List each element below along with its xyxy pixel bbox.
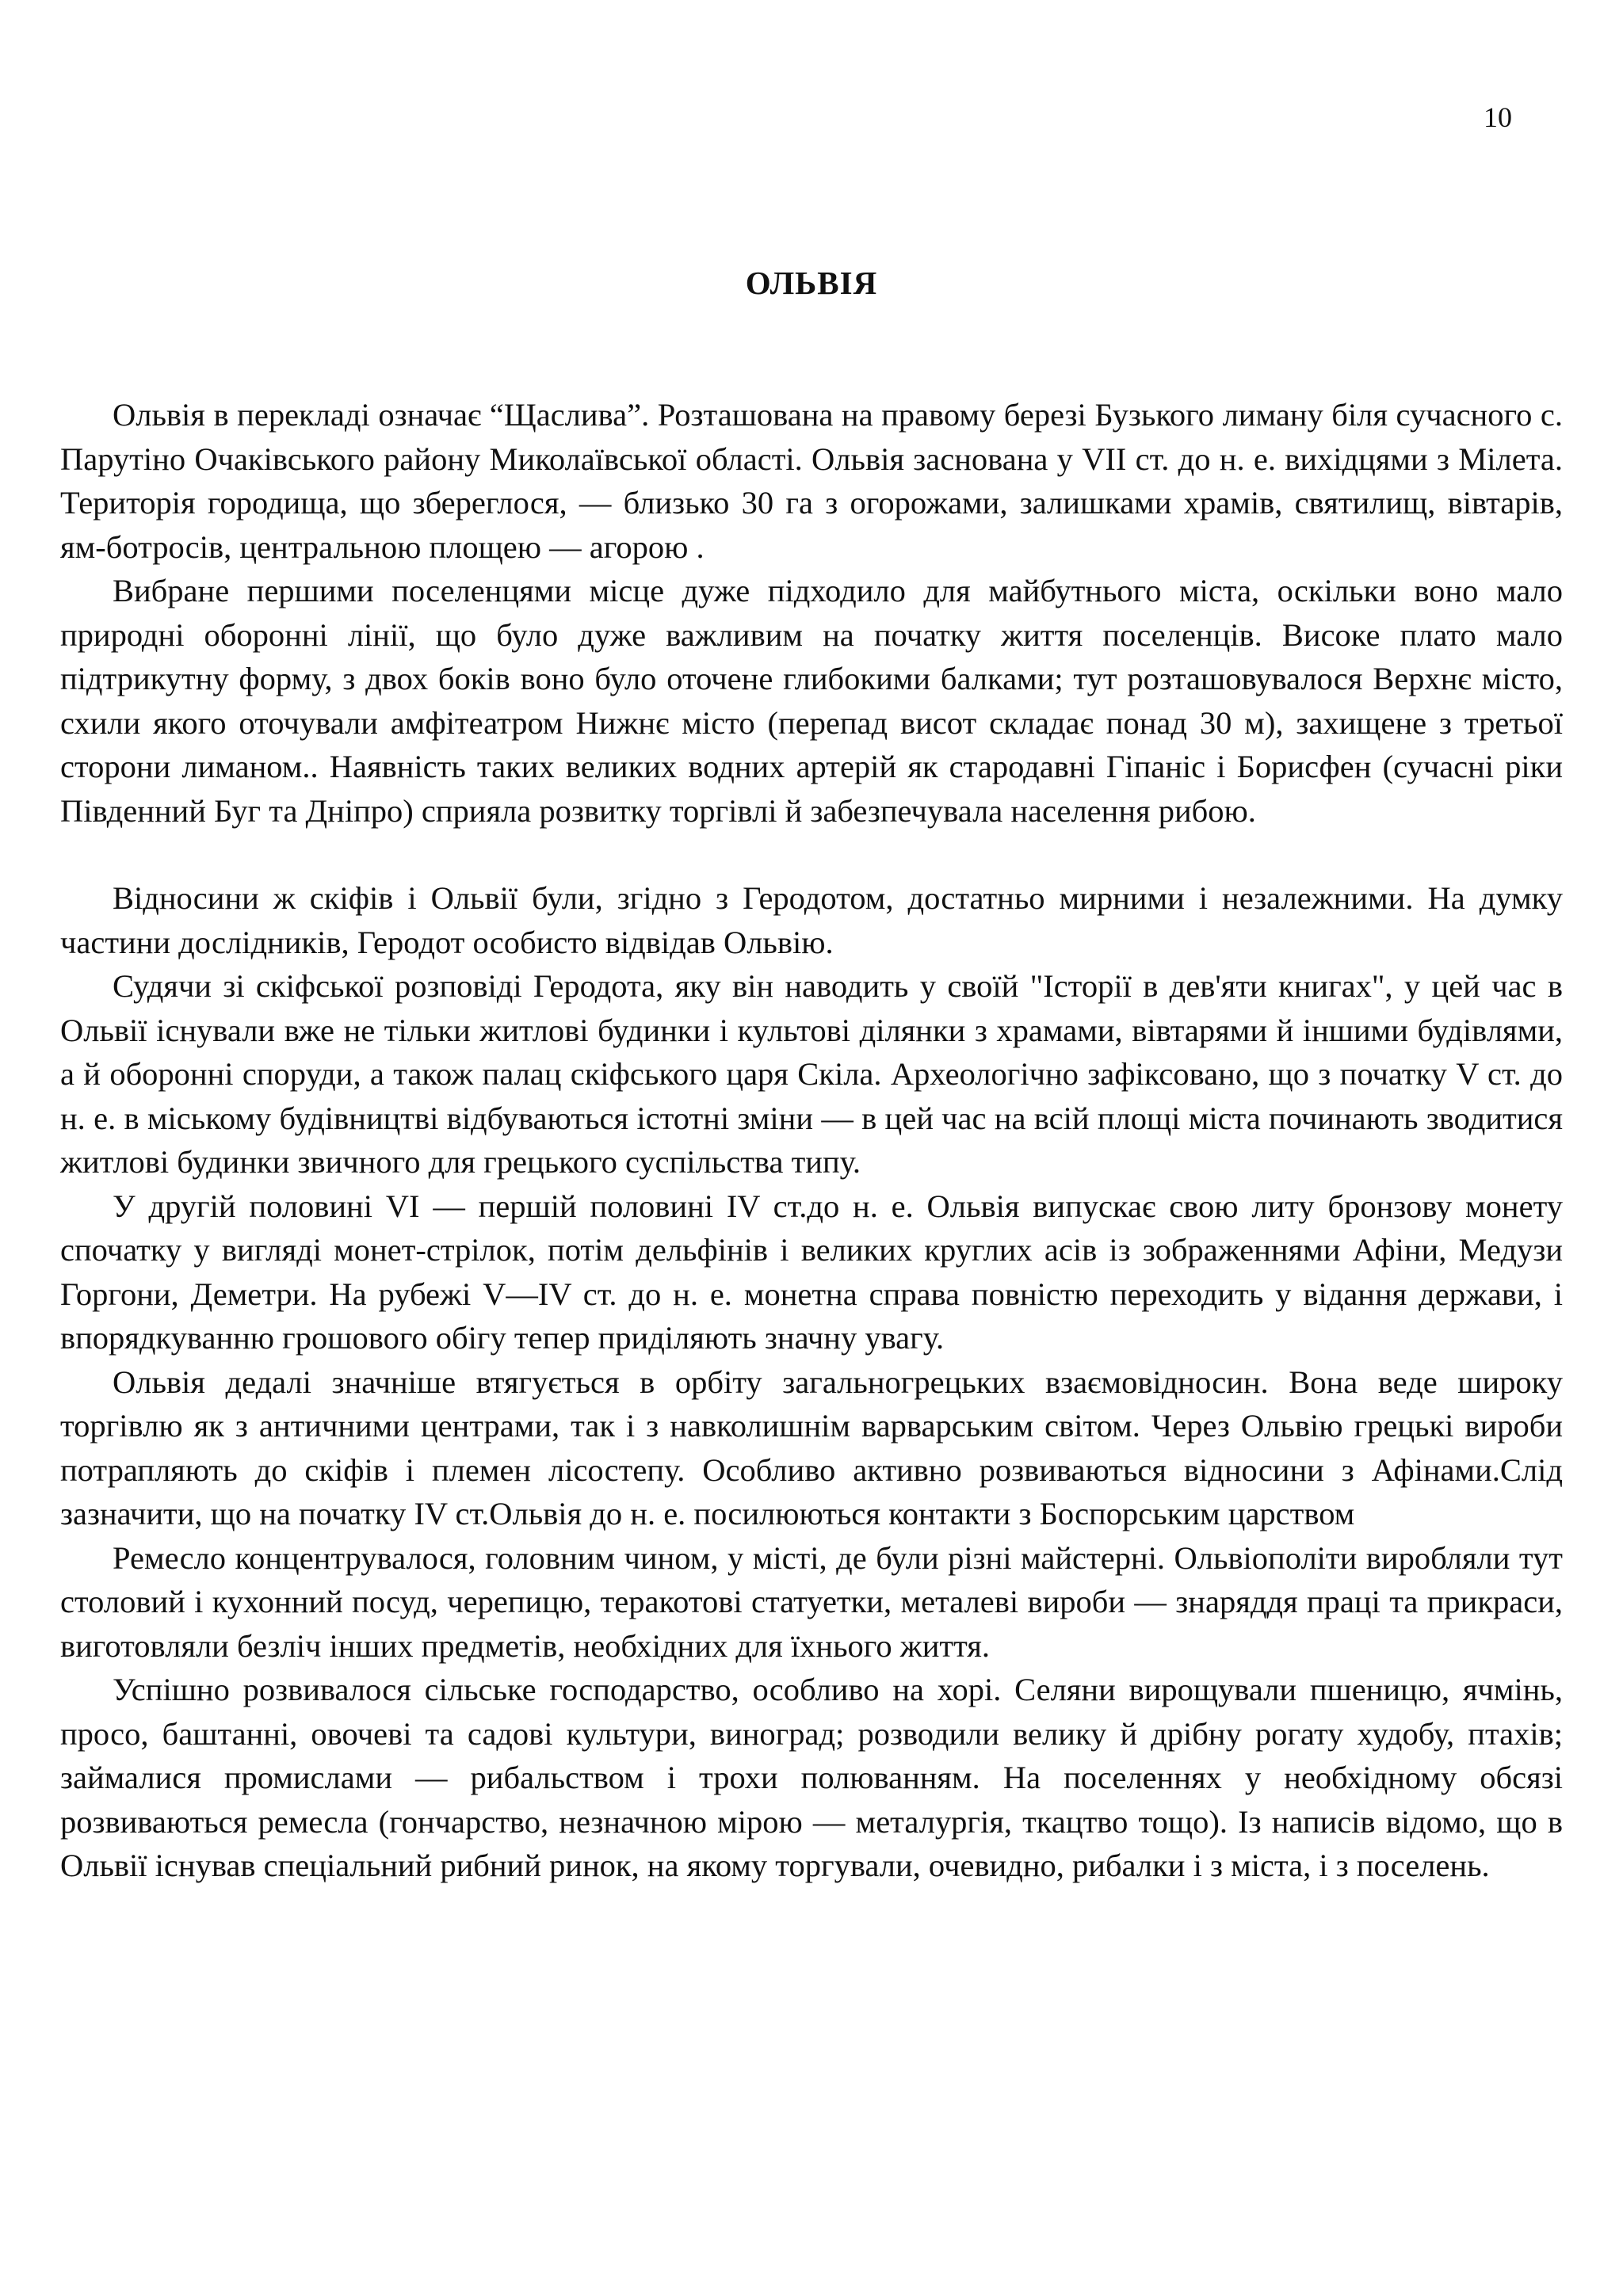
paragraph-4: Судячи зі скіфської розповіді Геродота, яку він наводить у своїй "Історії в дев'яти книгах", у цей час в Ольвії існували вже не тільки житлові будинки і культові ділянки з храмами, вівтарями й іншими будівлями, а й оборонні споруди, а також палац скіфського царя Скіла. Археологічно зафіксовано, що з початку V ст. до н. е. в міському будівництві відбуваються істотні зміни — в цей час на всій площі міста починають зводитися житлові будинки звичного для грецького суспільства типу. <box>60 968 1563 1180</box>
paragraph-2: Вибране першими поселенцями місце дуже підходило для майбутнього міста, оскільки воно мало природні оборонні лінії, що було дуже важливим на початку життя поселенців. Високе плато мало підтрикутну форму, з двох боків воно було оточене глибокими балками; тут розташовувалося Верхнє місто, схили якого оточували амфітеатром Нижнє місто (перепад висот складає понад 30 м), захищене з третьої сторони лиманом.. Наявність таких великих водних артерій як стародавні Гіпаніс і Борисфен (сучасні ріки Південний Буг та Дніпро) сприяла розвитку торгівлі й забезпечувала населення рибою. <box>60 573 1563 829</box>
body-text <box>60 393 1563 1888</box>
paragraph-6: Ольвія дедалі значніше втягується в орбіту загальногрецьких взаємовідносин. Вона веде широку торгівлю як з античними центрами, так і з навколишнім варварським світом. Через Ольвію грецькі вироби потрапляють до скіфів і племен лісостепу. Особливо активно розвиваються відносини з Афінами.Слід зазначити, що на початку IV ст.Ольвія до н. е. посилюються контакти з Боспорським царством <box>60 1363 1563 1531</box>
paragraph-7: Ремесло концентрувалося, головним чином, у місті, де були різні майстерні. Ольвіополіти виробляли тут столовий і кухонний посуд, черепицю, теракотові статуетки, металеві вироби — знаряддя праці та прикраси, виготовляли безліч інших предметів, необхідних для їхнього життя. <box>60 1539 1563 1664</box>
paragraph-8: Успішно розвивалося сільське господарство, особливо на хорі. Селяни вирощували пшеницю, ячмінь, просо, баштанні, овочеві та садові культури, виноград; розводили велику й дрібну рогату худобу, птахів; займалися промислами — рибальством і трохи полюванням. На поселеннях у необхідному обсязі розвиваються ремесла (гончарство, незначною мірою — металургія, ткацтво тощо). Із написів відомо, що в Ольвії існував спеціальний рибний ринок, на якому торгували, очевидно, рибалки і з міста, і з поселень. <box>60 1672 1563 1883</box>
paragraph-5: У другій половині VI — першій половині IV ст.до н. е. Ольвія випускає свою литу бронзову монету спочатку у вигляді монет-стрілок, потім дельфінів і великих круглих асів із зображеннями Афіни, Медузи Горгони, Деметри. На рубежі V—IV ст. до н. е. монетна справа повністю переходить у відання держави, і впорядкуванню грошового обігу тепер приділяють значну увагу. <box>60 1188 1563 1356</box>
paragraph-3: Відносини ж скіфів і Ольвії були, згідно з Геродотом, достатньо мирними і незалежними. На думку частини дослідників, Геродот особисто відвідав Ольвію. <box>60 880 1563 960</box>
paragraph-1: Ольвія в перекладі означає “Щаслива”. Розташована на правому березі Бузького лиману біля сучасного с. Парутіно Очаківського району Миколаївської області. Ольвія заснована у VII ст. до н. е. вихідцями з Мілета. Територія городища, що збереглося, — близько 30 га з огорожами, залишками храмів, святилищ, вівтарів, ям-ботросів, центральною площею — агорою . <box>60 397 1563 565</box>
page-title: ОЛЬВІЯ <box>745 265 878 301</box>
page-number: 10 <box>1484 101 1512 133</box>
